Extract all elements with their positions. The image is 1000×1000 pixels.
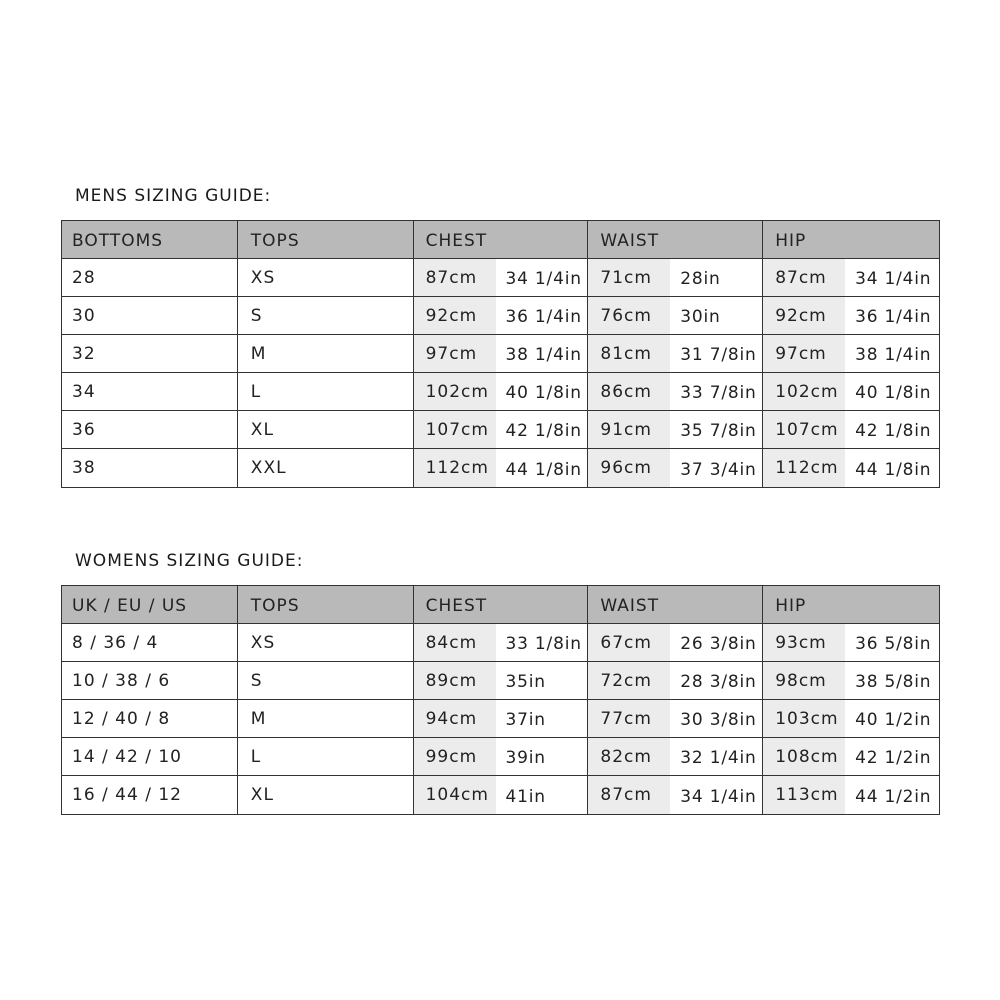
waist-in-cell: 34 1/4in	[670, 776, 763, 814]
table-row	[62, 335, 939, 373]
chest-in-cell: 37in	[496, 700, 589, 737]
hip-cm-cell: 112cm	[763, 449, 845, 487]
tops-cell: XS	[238, 259, 414, 296]
waist-cm-cell: 71cm	[588, 259, 670, 296]
hip-in-cell: 38 5/8in	[855, 672, 932, 692]
tops-cell: XS	[238, 624, 414, 661]
table-row	[62, 776, 939, 814]
chest-cm-cell: 102cm	[414, 373, 496, 410]
tops-cell: L	[238, 738, 414, 775]
chest-in-cell: 40 1/8in	[496, 373, 589, 410]
size-cell: 10 / 38 / 6	[62, 662, 238, 699]
waist-in-cell: 28 3/8in	[670, 662, 763, 699]
waist-cm-cell: 77cm	[588, 700, 670, 737]
chest-cm-cell: 92cm	[414, 297, 496, 334]
waist-cm-cell: 96cm	[588, 449, 670, 487]
hip-cm-cell: 87cm	[763, 259, 845, 296]
chest-cm-cell: 94cm	[414, 700, 496, 737]
chest-in-cell: 36 1/4in	[496, 297, 589, 334]
waist-in-cell: 37 3/4in	[670, 449, 763, 487]
waist-cm-cell: 86cm	[588, 373, 670, 410]
waist-in-cell: 28in	[670, 259, 763, 296]
table-row	[62, 411, 939, 449]
waist-cm-cell: 76cm	[588, 297, 670, 334]
header-chest: CHEST	[414, 221, 589, 258]
size-cell: 16 / 44 / 12	[62, 776, 238, 814]
tops-cell: L	[238, 373, 414, 410]
size-cell: 34	[62, 373, 238, 410]
table-row	[62, 373, 939, 411]
hip-in-cell: 44 1/2in	[855, 786, 932, 807]
waist-in-cell: 35 7/8in	[670, 411, 763, 448]
chest-in-cell: 44 1/8in	[496, 449, 589, 487]
chest-cm-cell: 112cm	[414, 449, 496, 487]
waist-cm-cell: 91cm	[588, 411, 670, 448]
waist-in-cell: 31 7/8in	[670, 335, 763, 372]
header-waist: WAIST	[588, 221, 763, 258]
size-cell: 38	[62, 449, 238, 487]
waist-in-cell: 30in	[670, 297, 763, 334]
chest-cm-cell: 84cm	[414, 624, 496, 661]
hip-in-cell: 40 1/8in	[855, 383, 932, 403]
hip-cm-cell: 92cm	[763, 297, 845, 334]
tops-cell: M	[238, 700, 414, 737]
hip-cm-cell: 107cm	[763, 411, 845, 448]
chest-cm-cell: 104cm	[414, 776, 496, 814]
table-row	[62, 259, 939, 297]
chest-cm-cell: 99cm	[414, 738, 496, 775]
hip-in-cell: 40 1/2in	[855, 710, 932, 730]
mens-guide-title: MENS SIZING GUIDE:	[75, 186, 272, 206]
mens-size-table	[61, 220, 940, 488]
header-size: UK / EU / US	[62, 586, 238, 623]
header-waist: WAIST	[588, 586, 763, 623]
chest-in-cell: 34 1/4in	[496, 259, 589, 296]
chest-cm-cell: 97cm	[414, 335, 496, 372]
chest-cm-cell: 107cm	[414, 411, 496, 448]
size-cell: 14 / 42 / 10	[62, 738, 238, 775]
chest-in-cell: 35in	[496, 662, 589, 699]
header-size: BOTTOMS	[62, 221, 238, 258]
hip-in-cell: 36 1/4in	[855, 307, 932, 327]
waist-cm-cell: 87cm	[588, 776, 670, 814]
header-hip: HIP	[775, 595, 807, 616]
waist-in-cell: 26 3/8in	[670, 624, 763, 661]
size-cell: 32	[62, 335, 238, 372]
chest-in-cell: 42 1/8in	[496, 411, 589, 448]
tops-cell: XL	[238, 411, 414, 448]
chest-in-cell: 41in	[496, 776, 589, 814]
waist-cm-cell: 72cm	[588, 662, 670, 699]
waist-in-cell: 33 7/8in	[670, 373, 763, 410]
chest-cm-cell: 87cm	[414, 259, 496, 296]
size-cell: 28	[62, 259, 238, 296]
waist-in-cell: 32 1/4in	[670, 738, 763, 775]
waist-cm-cell: 67cm	[588, 624, 670, 661]
size-cell: 30	[62, 297, 238, 334]
tops-cell: XXL	[238, 449, 414, 487]
header-chest: CHEST	[414, 586, 589, 623]
hip-in-cell: 42 1/2in	[855, 748, 932, 768]
size-cell: 12 / 40 / 8	[62, 700, 238, 737]
header-row	[62, 221, 939, 259]
table-row	[62, 738, 939, 776]
header-hip: HIP	[775, 230, 807, 251]
hip-in-cell: 38 1/4in	[855, 345, 932, 365]
womens-guide-title: WOMENS SIZING GUIDE:	[75, 551, 304, 571]
header-tops: TOPS	[238, 221, 414, 258]
womens-size-table	[61, 585, 940, 815]
hip-in-cell: 36 5/8in	[855, 634, 932, 654]
chest-cm-cell: 89cm	[414, 662, 496, 699]
hip-cm-cell: 102cm	[763, 373, 845, 410]
tops-cell: S	[238, 297, 414, 334]
hip-cm-cell: 113cm	[763, 776, 845, 814]
hip-in-cell: 34 1/4in	[855, 269, 932, 289]
hip-in-cell: 42 1/8in	[855, 421, 932, 441]
hip-cm-cell: 98cm	[763, 662, 845, 699]
table-row	[62, 662, 939, 700]
size-cell: 36	[62, 411, 238, 448]
hip-cm-cell: 103cm	[763, 700, 845, 737]
tops-cell: M	[238, 335, 414, 372]
hip-in-cell: 44 1/8in	[855, 459, 932, 480]
table-row	[62, 624, 939, 662]
hip-cm-cell: 97cm	[763, 335, 845, 372]
header-tops: TOPS	[238, 586, 414, 623]
table-row	[62, 449, 939, 487]
tops-cell: XL	[238, 776, 414, 814]
hip-cm-cell: 108cm	[763, 738, 845, 775]
table-row	[62, 297, 939, 335]
table-row	[62, 700, 939, 738]
chest-in-cell: 39in	[496, 738, 589, 775]
waist-cm-cell: 81cm	[588, 335, 670, 372]
chest-in-cell: 33 1/8in	[496, 624, 589, 661]
waist-cm-cell: 82cm	[588, 738, 670, 775]
tops-cell: S	[238, 662, 414, 699]
waist-in-cell: 30 3/8in	[670, 700, 763, 737]
chest-in-cell: 38 1/4in	[496, 335, 589, 372]
header-row	[62, 586, 939, 624]
size-cell: 8 / 36 / 4	[62, 624, 238, 661]
hip-cm-cell: 93cm	[763, 624, 845, 661]
